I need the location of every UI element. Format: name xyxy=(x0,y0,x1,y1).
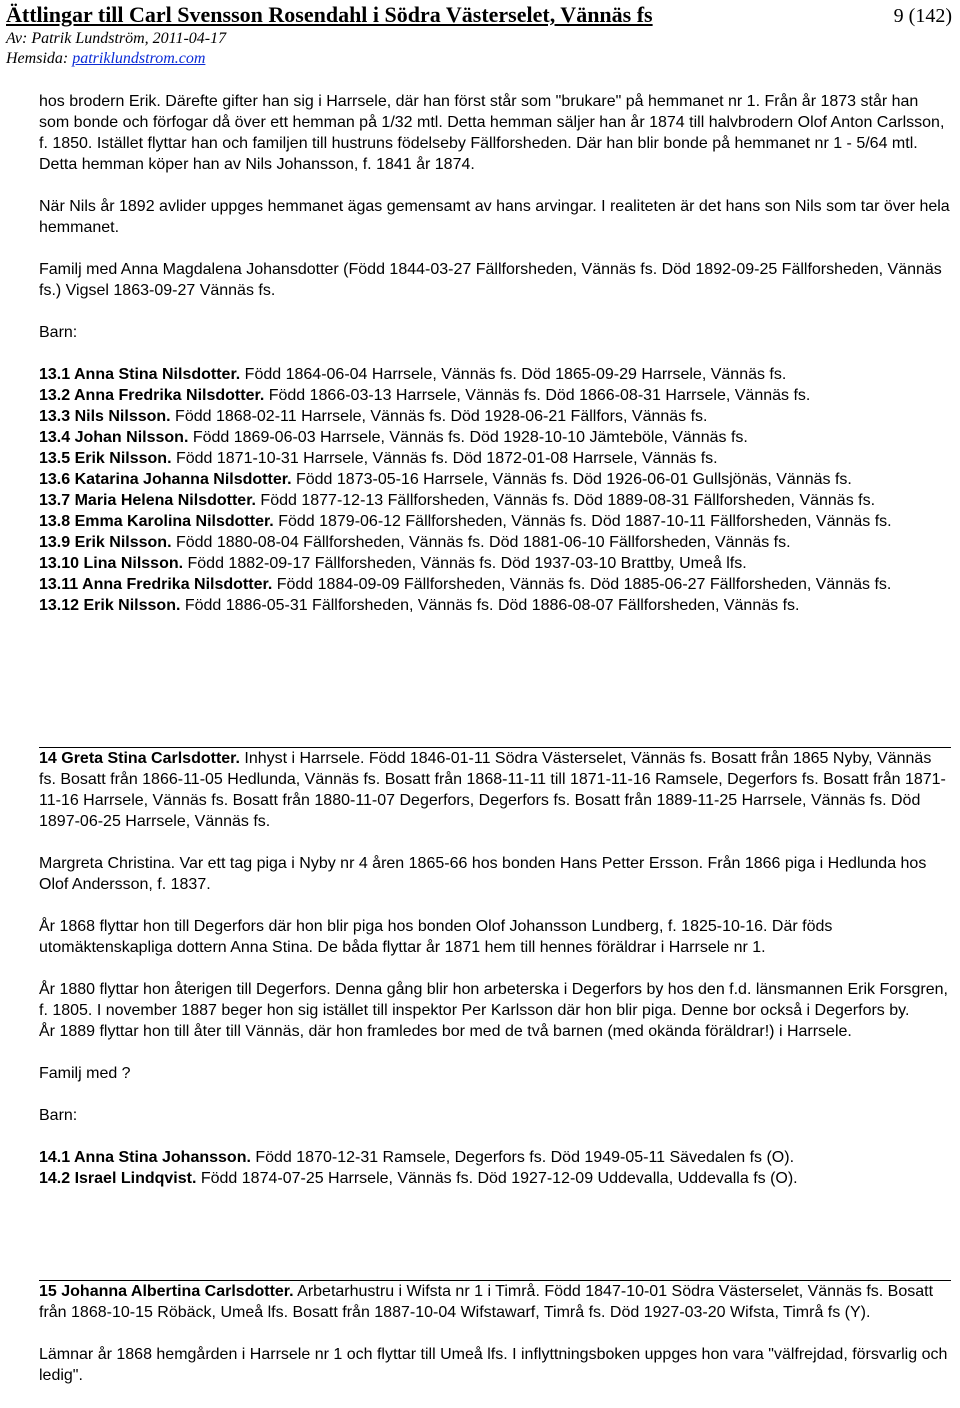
page-number: 9 (142) xyxy=(893,5,952,27)
child-name: 13.10 Lina Nilsson. xyxy=(39,555,184,572)
child-details: Född 1869-06-03 Harrsele, Vännäs fs. Död 1928-10-10 Jämteböle, Vännäs fs. xyxy=(188,429,748,446)
child-name: 13.5 Erik Nilsson. xyxy=(39,450,172,467)
child-entry xyxy=(39,574,951,595)
paragraph: När Nils år 1892 avlider uppges hemmanet ägas gemensamt av hans arvingar. I realiteten är det hans son Nils som tar över hela hemmanet. xyxy=(39,198,950,236)
paragraph: Familj med Anna Magdalena Johansdotter (Född 1844-03-27 Fällforsheden, Vännäs fs. Död 1892-09-25 Fällforsheden, Vännäs fs.) Vigsel 1863-09-27 Vännäs fs. xyxy=(39,261,942,299)
child-details: Född 1864-06-04 Harrsele, Vännäs fs. Död 1865-09-29 Harrsele, Vännäs fs. xyxy=(240,366,787,383)
child-details: Född 1882-09-17 Fällforsheden, Vännäs fs. Död 1937-03-10 Brattby, Umeå lfs. xyxy=(183,555,747,572)
child-details: Född 1871-10-31 Harrsele, Vännäs fs. Död 1872-01-08 Harrsele, Vännäs fs. xyxy=(171,450,718,467)
child-name: 13.6 Katarina Johanna Nilsdotter. xyxy=(39,471,292,488)
child-name: 13.2 Anna Fredrika Nilsdotter. xyxy=(39,387,265,404)
child-name: 13.7 Maria Helena Nilsdotter. xyxy=(39,492,256,509)
entry-heading xyxy=(39,1281,951,1323)
child-name: 13.1 Anna Stina Nilsdotter. xyxy=(39,366,241,383)
paragraph: hos brodern Erik. Därefte gifter han sig i Harrsele, där han först står som "brukare" på hemmanet nr 1. Från år 1873 står han som bonde och förfogar då över ett hemman på 1/32 mtl. Detta hemman säljer han år 1874 till halvbrodern Olof Anton Carlsson, f. 1850. Istället flyttar han och familjen till hustruns födelseby Fällforsheden. Där han blir bonde på hemmanet nr 1 - 5/64 mtl. Detta hemman köper han av Nils Johansson, f. 1841 år 1874. xyxy=(39,93,945,173)
child-entry xyxy=(39,553,951,574)
child-entry xyxy=(39,1168,951,1189)
entry-heading xyxy=(39,748,951,832)
section-14 xyxy=(39,747,951,1189)
child-name: 13.12 Erik Nilsson. xyxy=(39,597,181,614)
children-list xyxy=(39,1147,951,1189)
person-details: Arbetarhustru i Wifsta nr 1 i Timrå. Född 1847-10-01 Södra Västerselet, Vännäs fs. Bosatt från 1868-10-15 Röbäck, Umeå lfs. Bosatt från 1887-10-04 Wifstawarf, Timrå fs. Död 1927-03-20 Wifsta, Timrå fs (Y). xyxy=(39,1283,934,1321)
child-entry xyxy=(39,469,951,490)
child-entry xyxy=(39,448,951,469)
child-entry xyxy=(39,406,951,427)
section-15 xyxy=(39,1280,951,1386)
homepage-label: Hemsida: xyxy=(6,50,73,67)
child-name: 13.11 Anna Fredrika Nilsdotter. xyxy=(39,576,273,593)
child-details: Född 1870-12-31 Ramsele, Degerfors fs. Död 1949-05-11 Sävedalen fs (O). xyxy=(250,1149,795,1166)
child-entry xyxy=(39,1147,951,1168)
child-details: Född 1874-07-25 Harrsele, Vännäs fs. Död 1927-12-09 Uddevalla, Uddevalla fs (O). xyxy=(196,1170,798,1187)
child-details: Född 1877-12-13 Fällforsheden, Vännäs fs. Död 1889-08-31 Fällforsheden, Vännäs fs. xyxy=(255,492,876,509)
child-details: Född 1873-05-16 Harrsele, Vännäs fs. Död 1926-06-01 Gullsjönäs, Vännäs fs. xyxy=(291,471,852,488)
person-details: Inhyst i Harrsele. Född 1846-01-11 Södra Västerselet, Vännäs fs. Bosatt från 1865 Nyby, Vännäs fs. Bosatt från 1866-11-05 Hedlunda, Vännäs fs. Bosatt från 1868-11-11 till 1871-11-16 Ramsele, Degerfors fs. Bosatt från 1871-11-16 Harrsele, Vännäs fs. Bosatt från 1880-11-07 Degerfors, Degerfors fs. Bosatt från 1889-11-25 Harrsele, Vännäs fs. Död 1897-06-25 Harrsele, Vännäs fs. xyxy=(39,750,946,830)
child-details: Född 1884-09-09 Fällforsheden, Vännäs fs. Död 1885-06-27 Fällforsheden, Vännäs fs. xyxy=(272,576,892,593)
child-entry xyxy=(39,427,951,448)
child-details: Född 1880-08-04 Fällforsheden, Vännäs fs. Död 1881-06-10 Fällforsheden, Vännäs fs. xyxy=(171,534,791,551)
child-entry xyxy=(39,511,951,532)
child-name: 13.3 Nils Nilsson. xyxy=(39,408,171,425)
paragraph: År 1889 flyttar hon till åter till Vännäs, där hon framledes bor med de två barnen (med okända föräldrar!) i Harrsele. xyxy=(39,1023,852,1040)
child-name: 13.8 Emma Karolina Nilsdotter. xyxy=(39,513,274,530)
child-details: Född 1886-05-31 Fällforsheden, Vännäs fs. Död 1886-08-07 Fällforsheden, Vännäs fs. xyxy=(180,597,800,614)
homepage-link[interactable]: patriklundstrom.com xyxy=(72,50,206,67)
paragraph: År 1880 flyttar hon återigen till Degerfors. Denna gång blir hon arbeterska i Degerfors by hos den f.d. länsmannen Erik Forsgren, f. 1805. I november 1887 beger hon sig istället till inspektor Per Karlsson där hon blir piga. Denne bor också i Degerfors by. xyxy=(39,981,948,1019)
homepage-line xyxy=(6,49,205,69)
child-name: 14.1 Anna Stina Johansson. xyxy=(39,1149,251,1166)
child-entry xyxy=(39,490,951,511)
child-name: 13.4 Johan Nilsson. xyxy=(39,429,189,446)
children-label: Barn: xyxy=(39,324,78,341)
person-name: 14 Greta Stina Carlsdotter. xyxy=(39,750,240,767)
paragraph: År 1868 flyttar hon till Degerfors där hon blir piga hos bonden Olof Johansson Lundberg, f. 1825-10-16. Där föds utomäktenskapliga dottern Anna Stina. De båda flyttar år 1871 hem till hennes föräldrar i Harrsele nr 1. xyxy=(39,918,833,956)
child-entry xyxy=(39,364,951,385)
child-entry xyxy=(39,385,951,406)
child-name: 14.2 Israel Lindqvist. xyxy=(39,1170,197,1187)
document-title: Ättlingar till Carl Svensson Rosendahl i Södra Västerselet, Vännäs fs xyxy=(6,2,653,27)
paragraph: Lämnar år 1868 hemgården i Harrsele nr 1 och flyttar till Umeå lfs. I inflyttningsboken uppges hon vara "välfrejdad, försvarlig och ledig". xyxy=(39,1346,948,1384)
paragraph: Margreta Christina. Var ett tag piga i Nyby nr 4 åren 1865-66 hos bonden Hans Petter Ersson. Från 1866 piga i Hedlunda hos Olof Andersson, f. 1837. xyxy=(39,855,927,893)
children-list xyxy=(39,364,951,616)
author-line: Av: Patrik Lundström, 2011-04-17 xyxy=(6,30,227,47)
family-line: Familj med ? xyxy=(39,1065,131,1082)
person-name: 15 Johanna Albertina Carlsdotter. xyxy=(39,1283,294,1300)
child-entry xyxy=(39,595,951,616)
children-label: Barn: xyxy=(39,1107,78,1124)
section-13 xyxy=(39,91,951,616)
child-entry xyxy=(39,532,951,553)
child-details: Född 1866-03-13 Harrsele, Vännäs fs. Död 1866-08-31 Harrsele, Vännäs fs. xyxy=(264,387,811,404)
child-name: 13.9 Erik Nilsson. xyxy=(39,534,172,551)
child-details: Född 1879-06-12 Fällforsheden, Vännäs fs. Död 1887-10-11 Fällforsheden, Vännäs fs. xyxy=(273,513,892,530)
child-details: Född 1868-02-11 Harrsele, Vännäs fs. Död 1928-06-21 Fällfors, Vännäs fs. xyxy=(170,408,708,425)
